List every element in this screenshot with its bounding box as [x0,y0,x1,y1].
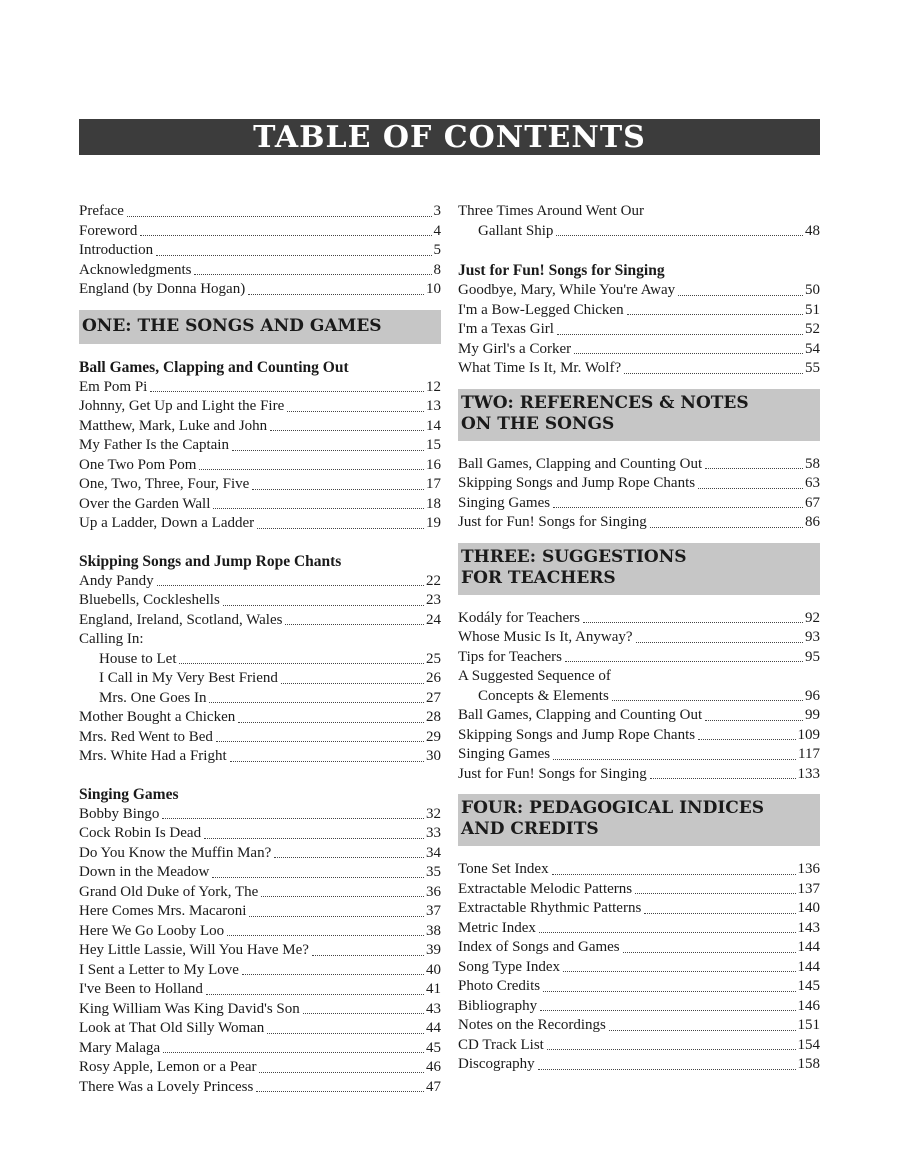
page-number: 16 [426,456,441,473]
toc-entry [79,941,441,961]
page-number: 144 [797,939,820,955]
entry-title: Notes on the Recordings [458,1017,606,1033]
toc-entry [79,202,441,222]
toc-entry [79,669,441,689]
subsection-just-for-fun: Just for Fun! Songs for Singing [458,262,665,279]
leader-dots [204,838,424,839]
entry-title: I'm a Bow-Legged Chicken [458,301,624,318]
entry-title: Extractable Melodic Patterns [458,880,633,897]
page-number: 55 [805,360,820,376]
leader-dots [650,527,803,528]
leader-dots [635,893,795,894]
page-number: 99 [805,707,820,723]
toc-entry [458,765,820,785]
page-number: 92 [805,609,820,626]
entry-title: Preface [79,203,124,219]
section-four-line-1: FOUR: PEDAGOGICAL INDICES [461,798,765,818]
leader-dots [248,294,424,295]
section-four-line-2: AND CREDITS [461,819,599,839]
page-number: 48 [805,222,820,239]
leader-dots [216,741,424,742]
toc-entry [458,938,820,958]
entry-title: CD Track List [458,1036,544,1053]
leader-dots [705,720,803,721]
entry-title: Matthew, Mark, Luke and John [79,417,268,434]
entry-title: Just for Fun! Songs for Singing [458,514,647,530]
page-number: 52 [805,321,820,337]
toc-entry [458,301,820,321]
leader-dots [540,1010,795,1011]
leader-dots [257,528,424,529]
page-number: 24 [426,611,441,628]
page-number: 93 [805,629,820,645]
toc-entry [458,899,820,919]
toc-entry [79,611,441,631]
entry-title: Grand Old Duke of York, The [79,883,259,900]
toc-entry [79,1039,441,1059]
entry-title: King William Was King David's Son [79,1000,300,1017]
page-number: 47 [426,1078,441,1095]
entry-title: I'm a Texas Girl [458,321,554,337]
page-number: 146 [797,997,820,1014]
leader-dots [556,235,803,236]
right-column [458,202,820,1075]
leader-dots [206,994,424,995]
page-number: 140 [797,900,820,916]
page-number: 58 [805,455,820,472]
page-number: 143 [797,919,820,936]
entry-title: What Time Is It, Mr. Wolf? [458,360,622,376]
leader-dots [287,411,424,412]
calling-in-list [79,650,441,709]
toc-entry [79,689,441,709]
page-number: 29 [426,728,441,745]
entry-title: Mother Bought a Chicken [79,709,236,725]
entry-title: Mrs. One Goes In [99,689,207,706]
toc-entry [79,1000,441,1020]
toc-entry [458,455,820,475]
page-title: TABLE OF CONTENTS [253,119,646,155]
leader-dots [212,877,424,878]
entry-title: Singing Games [458,746,551,762]
page-number: 50 [805,282,820,298]
entry-title: Concepts & Elements [478,687,609,704]
leader-dots [563,971,796,972]
section-four-heading [458,794,820,846]
page-number: 13 [426,398,441,414]
leader-dots [199,469,424,470]
leader-dots [270,430,424,431]
page-number: 25 [426,650,441,667]
entry-title: England (by Donna Hogan) [79,281,246,297]
page-number: 27 [426,689,441,706]
page-number: 136 [797,861,820,877]
toc-entry [79,261,441,281]
leader-dots [232,450,424,451]
entry-title: Over the Garden Wall [79,495,211,512]
entry-title: Acknowledgments [79,261,192,278]
toc-entry [458,1016,820,1036]
section-three-line-2: FOR TEACHERS [461,567,616,588]
section-two-line-2: ON THE SONGS [461,413,615,434]
subsection-skipping: Skipping Songs and Jump Rope Chants [79,552,342,570]
toc-entry [458,628,820,648]
subsection-ball-games: Ball Games, Clapping and Counting Out [79,358,349,376]
entry-title: I've Been to Holland [79,981,203,997]
page-number: 96 [805,687,820,704]
leader-dots [612,700,803,701]
entry-title: I Sent a Letter to My Love [79,961,239,978]
leader-dots [249,916,424,917]
leader-dots [274,857,424,858]
sequence-line-1: A Suggested Sequence of [458,668,611,684]
entry-title: Discography [458,1056,535,1072]
entry-title: Song Type Index [458,958,560,975]
page-number: 40 [426,961,441,978]
page-number: 51 [805,301,820,318]
leader-dots [259,1072,424,1073]
toc-entry [79,241,441,261]
page-number: 3 [433,203,441,219]
entry-title: Em Pom Pi [79,378,148,395]
leader-dots [543,991,795,992]
entry-title: Metric Index [458,919,536,936]
page-number: 151 [797,1017,820,1033]
entry-title: Whose Music Is It, Anyway? [458,629,633,645]
entry-title: Tips for Teachers [458,648,562,665]
page-number: 30 [426,748,441,764]
toc-entry [458,977,820,997]
entry-title: House to Let [99,650,177,667]
entry-title: Introduction [79,242,154,258]
leader-dots [127,216,432,217]
toc-entry [79,824,441,844]
toc-entry [79,650,441,670]
toc-entry [79,436,441,456]
entry-title: Up a Ladder, Down a Ladder [79,515,255,531]
toc-entry [79,747,441,767]
leader-dots [213,508,424,509]
leader-dots [553,507,803,508]
toc-entry [458,706,820,726]
page-number: 117 [798,746,820,762]
calling-in-label: Calling In: [79,631,144,647]
page-number: 133 [797,765,820,782]
entry-title: Index of Songs and Games [458,939,620,955]
entry-title: Goodbye, Mary, While You're Away [458,282,676,298]
toc-entry [458,474,820,494]
page-number: 67 [805,494,820,511]
toc-entry [79,961,441,981]
toc-entry [79,1078,441,1098]
leader-dots [303,1013,424,1014]
left-column [79,202,441,1097]
toc-entry [79,475,441,495]
leader-dots [179,663,424,664]
page-number: 109 [797,726,820,743]
page-number: 154 [797,1036,820,1053]
leader-dots [261,896,424,897]
page-number: 34 [426,844,441,861]
leader-dots [644,913,795,914]
page-number: 145 [797,978,820,994]
toc-entry [458,513,820,533]
toc-entry [458,880,820,900]
entry-title: I Call in My Very Best Friend [99,670,278,686]
page-number: 33 [426,825,441,841]
entry-title: Mrs. White Had a Fright [79,748,227,764]
toc-entry [458,745,820,765]
leader-dots [553,759,796,760]
entry-title: Just for Fun! Songs for Singing [458,765,647,782]
page-number: 19 [426,515,441,531]
page-number: 10 [426,281,441,297]
page-number: 12 [426,378,441,395]
toc-title-bar [79,119,820,155]
page-number: 45 [426,1039,441,1056]
page-number: 4 [433,222,441,239]
toc-entry [458,648,820,668]
toc-entry [79,980,441,1000]
page-number: 38 [426,922,441,939]
leader-dots [150,391,424,392]
entry-title: Do You Know the Muffin Man? [79,844,272,861]
entry-title: Gallant Ship [478,222,554,239]
page-number: 17 [426,476,441,492]
subsection-singing-games: Singing Games [79,785,179,803]
page-number: 32 [426,805,441,822]
toc-entry [458,609,820,629]
toc-entry [79,397,441,417]
page-number: 43 [426,1000,441,1017]
section-two-line-1: TWO: REFERENCES & NOTES [461,392,749,413]
entry-title: Mrs. Red Went to Bed [79,728,213,745]
page-number: 137 [797,880,820,897]
toc-entry [79,222,441,242]
toc-entry [79,805,441,825]
toc-entry [458,919,820,939]
section-three-line-1: THREE: SUGGESTIONS [461,546,687,567]
page-number: 63 [805,475,820,491]
entry-title: Here We Go Looby Loo [79,922,225,939]
leader-dots [557,334,803,335]
fun-list [458,281,820,379]
entry-title: Bibliography [458,997,538,1014]
leader-dots [163,1052,424,1053]
toc-entry [79,280,441,300]
toc-entry [458,281,820,301]
leader-dots [242,974,424,975]
toc-entry [79,591,441,611]
leader-dots [624,373,803,374]
three-times-line-1: Three Times Around Went Our [458,203,645,219]
page-number: 18 [426,495,441,512]
section-two-heading [458,389,820,441]
toc-entry [79,902,441,922]
entry-title: Down in the Meadow [79,864,210,880]
entry-title: One, Two, Three, Four, Five [79,476,250,492]
singing-games-list [79,805,441,1098]
page-number: 37 [426,903,441,919]
entry-title: Kodály for Teachers [458,609,580,626]
page-number: 54 [805,340,820,357]
toc-entry [79,1058,441,1078]
entry-title: Singing Games [458,494,551,511]
leader-dots [227,935,424,936]
entry-title: Hey Little Lassie, Will You Have Me? [79,942,309,958]
toc-entry [458,494,820,514]
toc-entry [458,340,820,360]
leader-dots [312,955,424,956]
leader-dots [678,295,803,296]
toc-entry [458,1036,820,1056]
entry-title: My Father Is the Captain [79,437,229,453]
page-number: 5 [433,242,441,258]
ball-games-list [79,378,441,534]
entry-title: One Two Pom Pom [79,456,197,473]
page-number: 39 [426,942,441,958]
teachers-list-a [458,609,820,668]
page-number: 46 [426,1059,441,1075]
entry-title: There Was a Lovely Princess [79,1078,254,1095]
leader-dots [698,739,795,740]
leader-dots [565,661,803,662]
teachers-list-b [458,706,820,784]
leader-dots [267,1033,424,1034]
entry-title: Skipping Songs and Jump Rope Chants [458,726,696,743]
toc-entry [79,708,441,728]
section-three-heading [458,543,820,595]
toc-entry [458,687,820,707]
toc-entry [79,844,441,864]
leader-dots [256,1091,424,1092]
section-one-heading: ONE: THE SONGS AND GAMES [79,310,441,344]
entry-title: Cock Robin Is Dead [79,825,202,841]
page-number: 41 [426,981,441,997]
leader-dots [285,624,424,625]
leader-dots [623,952,796,953]
entry-title: Photo Credits [458,978,541,994]
toc-entry [79,514,441,534]
page-number: 22 [426,572,441,589]
toc-entry [458,359,820,379]
toc-entry [79,883,441,903]
page-number: 15 [426,437,441,453]
toc-entry [79,863,441,883]
leader-dots [552,874,796,875]
skipping-list-a [79,572,441,631]
toc-entry [458,222,820,242]
toc-entry [79,495,441,515]
leader-dots [547,1049,796,1050]
page-number: 144 [797,958,820,975]
leader-dots [539,932,796,933]
entry-title: Here Comes Mrs. Macaroni [79,903,247,919]
leader-dots [140,235,431,236]
leader-dots [650,778,796,779]
entry-title: Mary Malaga [79,1039,161,1056]
page-number: 28 [426,709,441,725]
page-number: 14 [426,417,441,434]
leader-dots [209,702,424,703]
entry-title: Johnny, Get Up and Light the Fire [79,398,285,414]
skipping-list-b [79,708,441,767]
entry-title: Look at That Old Silly Woman [79,1020,265,1036]
page-number: 158 [797,1056,820,1072]
toc-entry [458,726,820,746]
leader-dots [230,761,424,762]
entry-title: My Girl's a Corker [458,340,572,357]
entry-title: Skipping Songs and Jump Rope Chants [458,475,696,491]
leader-dots [698,488,803,489]
toc-entry [458,958,820,978]
leader-dots [162,818,424,819]
entry-title: Rosy Apple, Lemon or a Pear [79,1059,257,1075]
entry-title: Ball Games, Clapping and Counting Out [458,455,703,472]
leader-dots [281,683,424,684]
entry-title: England, Ireland, Scotland, Wales [79,611,283,628]
page-number: 44 [426,1020,441,1036]
toc-entry [79,1019,441,1039]
leader-dots [705,468,803,469]
leader-dots [238,722,424,723]
toc-entry [79,417,441,437]
entry-title: Tone Set Index [458,861,549,877]
page-number: 95 [805,648,820,665]
leader-dots [636,642,803,643]
entry-title: Foreword [79,222,138,239]
leader-dots [574,353,803,354]
leader-dots [583,622,803,623]
leader-dots [156,255,431,256]
entry-title: Ball Games, Clapping and Counting Out [458,707,703,723]
toc-entry [458,997,820,1017]
front-matter-list [79,202,441,300]
references-list [458,455,820,533]
leader-dots [252,489,424,490]
leader-dots [609,1030,796,1031]
leader-dots [194,274,431,275]
entry-title: Bluebells, Cockleshells [79,592,220,608]
leader-dots [627,314,803,315]
toc-entry [79,378,441,398]
entry-title: Bobby Bingo [79,805,160,822]
page-number: 26 [426,670,441,686]
toc-entry [458,1055,820,1075]
leader-dots [157,585,424,586]
page-number: 23 [426,592,441,608]
page-number: 35 [426,864,441,880]
toc-entry [79,922,441,942]
toc-entry [458,860,820,880]
toc-entry [79,728,441,748]
page-number: 86 [805,514,820,530]
leader-dots [538,1069,796,1070]
entry-title: Andy Pandy [79,572,154,589]
entry-title: Extractable Rhythmic Patterns [458,900,642,916]
page-number: 8 [433,261,441,278]
toc-entry [79,572,441,592]
page-number: 36 [426,883,441,900]
toc-entry [79,456,441,476]
indices-list [458,860,820,1075]
leader-dots [223,605,424,606]
toc-entry [458,320,820,340]
